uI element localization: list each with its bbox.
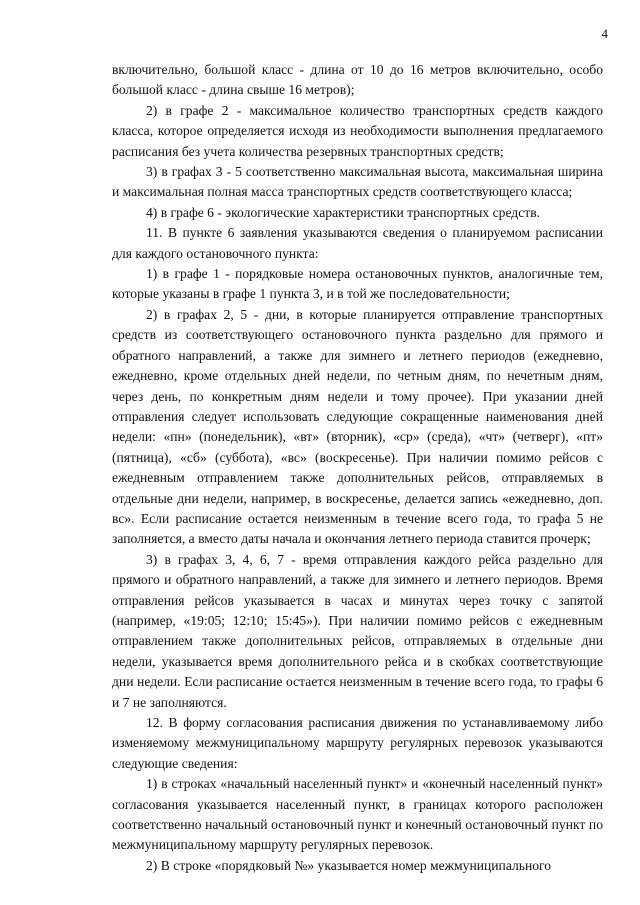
paragraph: 2) в графе 2 - максимальное количество транспортных средств каждого класса, которое определяется исходя из необходимости выполнения предлагаемого расписания без учета количества резервных транспортных средств; bbox=[112, 102, 603, 159]
paragraph: 2) В строке «порядковый №» указывается номер межмуниципального bbox=[146, 857, 552, 873]
paragraph: 12. В форму согласования расписания движения по устанавливаемому либо изменяемому межмуниципальному маршруту регулярных перевозок указываются следующие сведения: bbox=[112, 715, 603, 771]
paragraph: 1) в графе 1 - порядковые номера остановочных пунктов, аналогичные тем, которые указаны в графе 1 пункта 3, и в той же последовательности; bbox=[112, 266, 603, 302]
paragraph: 4) в графе 6 - экологические характеристики транспортных средств. bbox=[146, 204, 541, 220]
body-text bbox=[112, 60, 603, 876]
paragraph: 3) в графах 3, 4, 6, 7 - время отправления каждого рейса раздельно для прямого и обратного направлений, а также для зимнего и летнего периодов. Время отправления рейсов указывается в часах и минутах через точку с запятой (например, «19:05; 12:10; 15:45»). При наличии помимо рейсов с ежедневным отправлением также дополнительных рейсов, отправляемых в отдельные дни недели, указывается время дополнительного рейса и в скобках соответствующие дни недели. Если расписание остается неизменным в течение всего года, то графы 6 и 7 не заполняются. bbox=[112, 551, 603, 710]
paragraph: 2) в графах 2, 5 - дни, в которые планируется отправление транспортных средств из соответствующего остановочного пункта раздельно для прямого и обратного направлений, а также для зимнего и летнего периодов (ежедневно, ежедневно, кроме отдельных дней недели, по четным дням, по нечетным дням, через день, по конкретным дням недели и тому прочее). При указании дней отправления следует использовать следующие сокращенные наименования дней недели: «пн» (понедельник), «вт» (вторник), «ср» (среда), «чт» (четверг), «пт» (пятница), «сб» (суббота), «вс» (воскресенье). При наличии помимо рейсов с ежедневным отправлением также дополнительных рейсов, отправляемых в отдельные дни недели, например, в воскресенье, делается запись «ежедневно, доп. вс». Если расписание остается неизменным в течение всего года, то графа 5 не заполняется, а вместо даты начала и окончания летнего периода ставится прочерк; bbox=[112, 306, 603, 547]
paragraph: 11. В пункте 6 заявления указываются сведения о планируемом расписании для каждого остановочного пункта: bbox=[112, 225, 603, 261]
paragraph: 3) в графах 3 - 5 соответственно максимальная высота, максимальная ширина и максимальная полная масса транспортных средств соответствующего класса; bbox=[112, 164, 603, 200]
paragraph: 1) в строках «начальный населенный пункт» и «конечный населенный пункт» согласования указывается населенный пункт, в границах которого расположен соответственно начальный остановочный пункт и конечный остановочный пункт по межмуниципальному маршруту регулярных перевозок. bbox=[112, 776, 603, 853]
page-number: 4 bbox=[601, 26, 608, 41]
paragraph: включительно, большой класс - длина от 10 до 16 метров включительно, особо большой класс - длина свыше 16 метров); bbox=[112, 62, 603, 98]
